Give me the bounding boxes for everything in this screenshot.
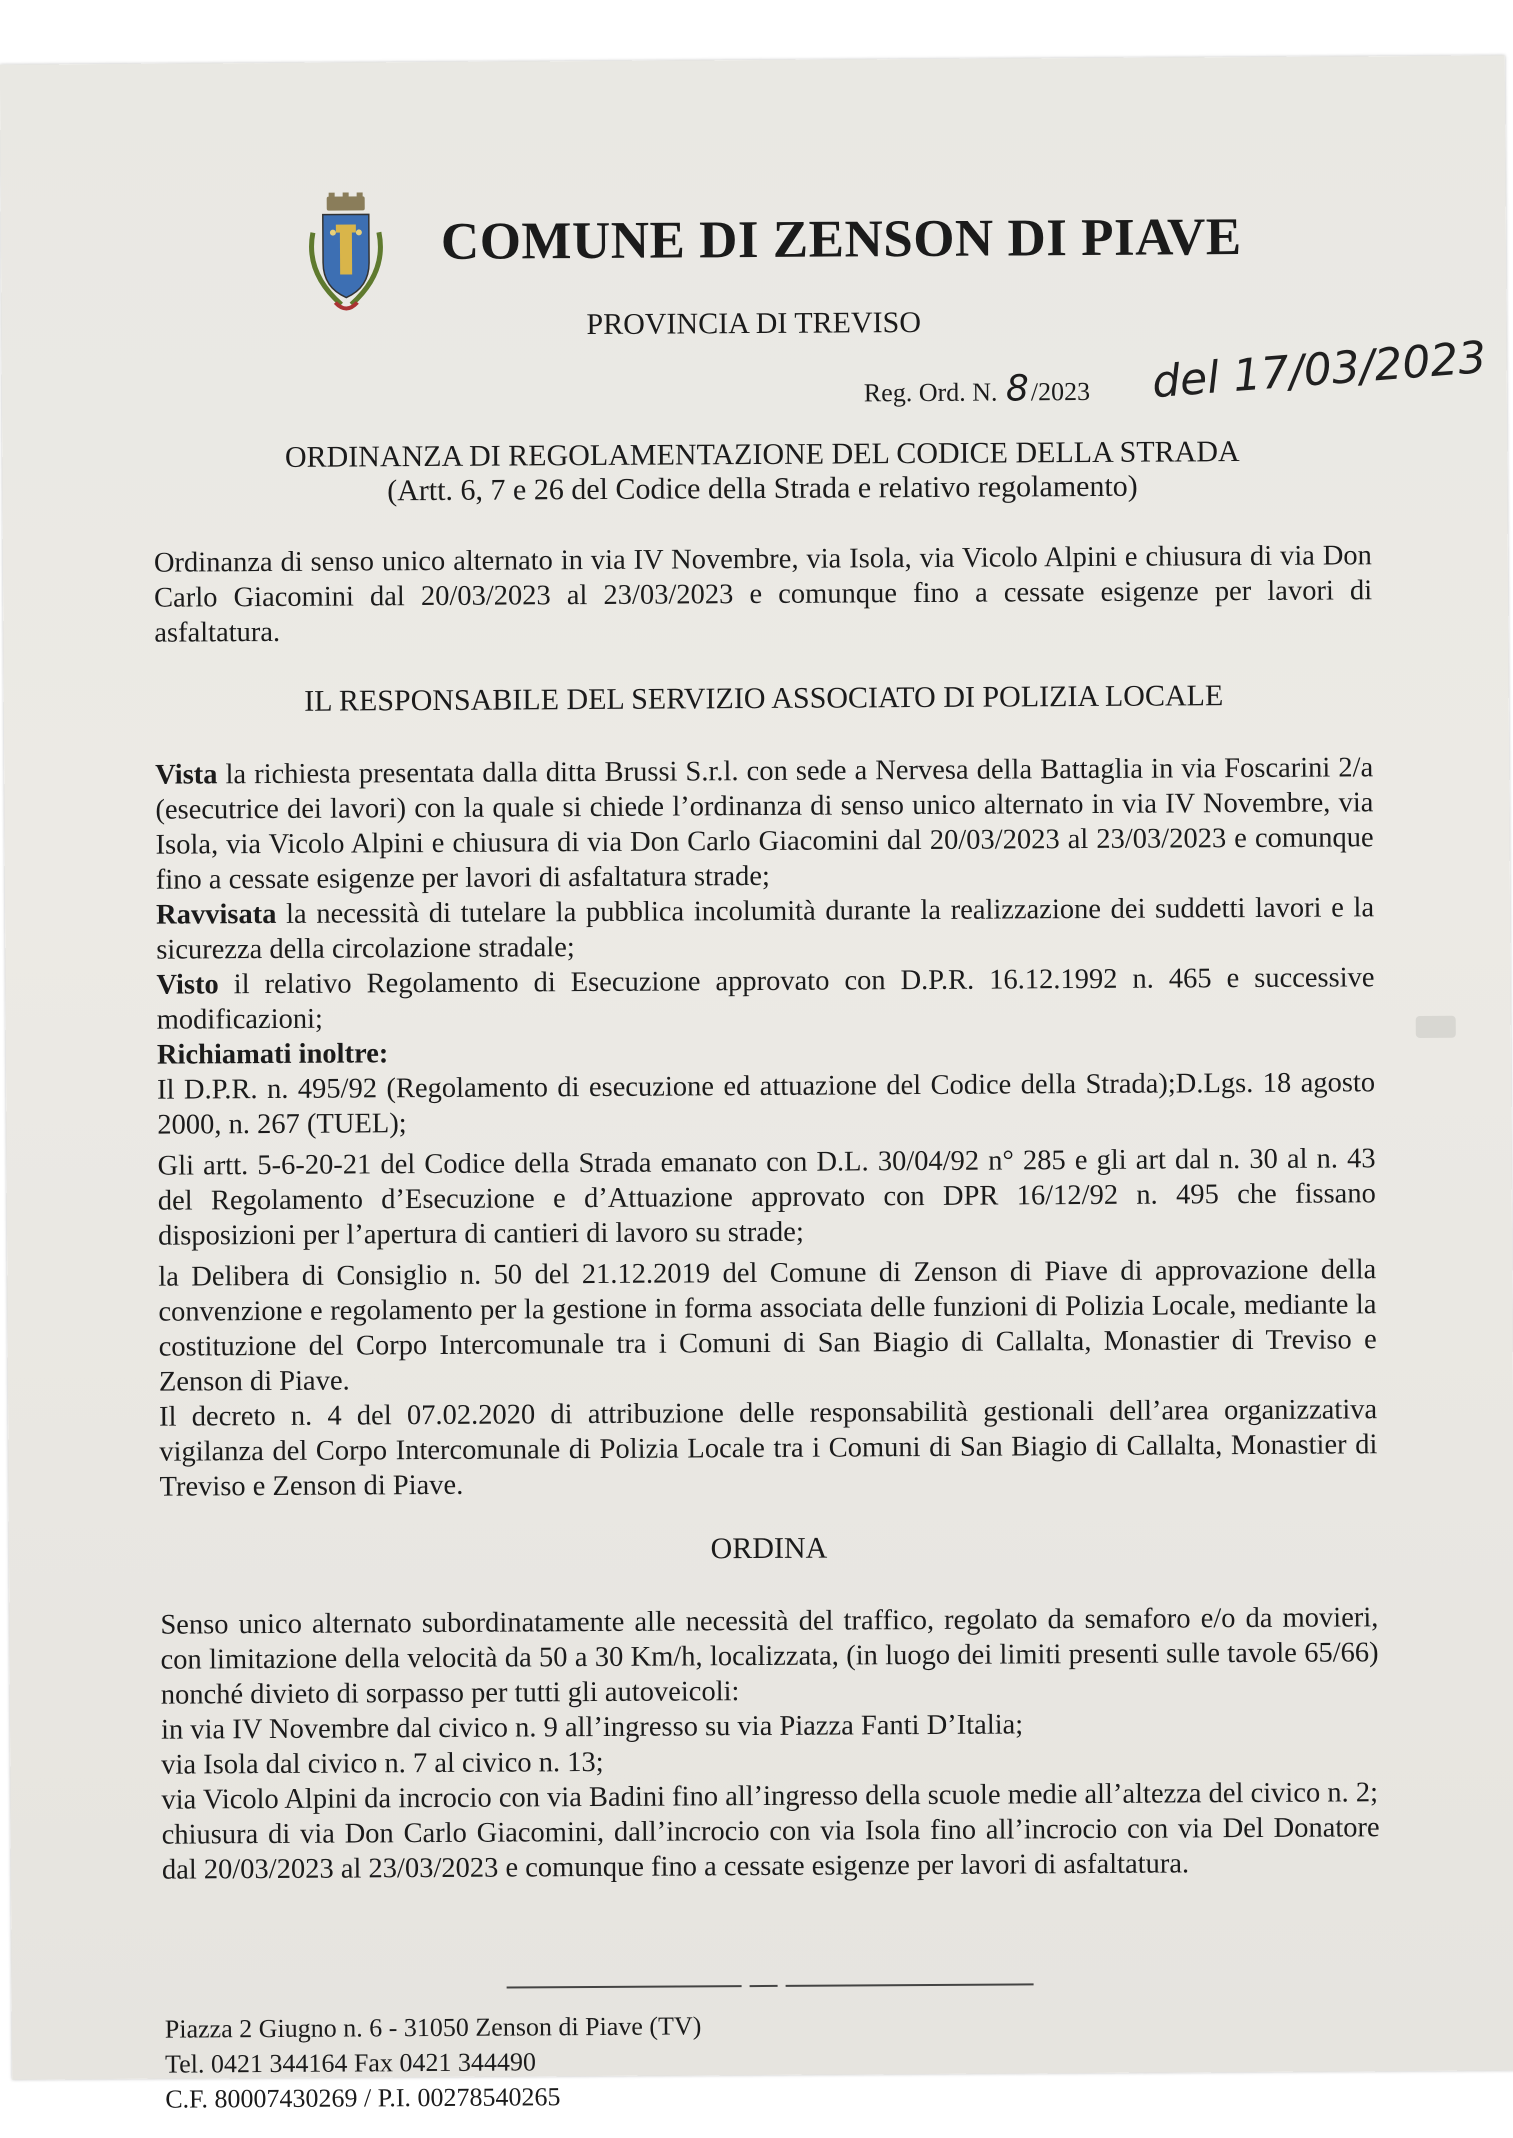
premise-visto-text: il relativo Regolamento di Esecuzione approvato con D.P.R. 16.12.1992 n. 465 e successive modificazioni; <box>156 962 1375 1036</box>
premise-vista-text: la richiesta presentata dalla ditta Brussi S.r.l. con sede a Nervesa della Battaglia in via Foscarini 2/a (esecutrice dei lavori) con la quale si chiede l’ordinanza di senso unico alternato in via IV Novembre, via Isola, via Vicolo Alpini e chiusura di via Don Carlo Giacomini dal 20/03/2023 al 23/03/2023 e comunque fino a cessate esigenze per lavori di asfaltatura strade; <box>155 752 1374 896</box>
orders-section <box>160 1600 1380 1887</box>
order-item: in via IV Novembre dal civico n. 9 all’ingresso su via Piazza Fanti D’Italia; <box>160 1709 1024 1746</box>
footer-divider <box>507 1985 742 1988</box>
premise-vista <box>155 750 1374 897</box>
ordinance-subject <box>154 538 1373 650</box>
registry-prefix: Reg. Ord. N. <box>863 377 998 408</box>
reference-artt: Gli artt. 5-6-20-21 del Codice della Strada emanato con D.L. 30/04/92 n° 285 e gli art dal n. 30 al n. 43 del Regolamento d’Esecuzione e d’Attuazione approvato con DPR 16/12/92 n. 495 che fissano disposizioni per l’apertura di cantieri di lavoro su strade; <box>157 1143 1376 1252</box>
reference-dpr: Il D.P.R. n. 495/92 (Regolamento di esecuzione ed attuazione del Codice della Strada);D.Lgs. 18 agosto 2000, n. 267 (TUEL); <box>157 1067 1376 1141</box>
footer-contacts <box>165 2008 702 2116</box>
footer-divider <box>786 1983 1034 1987</box>
province-label: PROVINCIA DI TREVISO <box>586 305 922 342</box>
registry-year: /2023 <box>1030 376 1091 407</box>
footer-address: Piazza 2 Giugno n. 6 - 31050 Zenson di Piave (TV) <box>164 2011 702 2044</box>
subject-text: Ordinanza di senso unico alternato in via IV Novembre, via Isola, via Vicolo Alpini e chiusura di via Don Carlo Giacomini dal 20/03/2023 al 23/03/2023 e comunque fino a cessate esigenze per lavori di asfaltatura. <box>153 540 1373 649</box>
order-item: via Isola dal civico n. 7 al civico n. 13; <box>161 1746 604 1781</box>
paper-mark <box>1416 1016 1456 1038</box>
premise-visto <box>156 960 1374 1037</box>
footer-divider <box>750 1985 778 1987</box>
ordinance-title <box>272 435 1252 509</box>
responsible-heading: IL RESPONSABILE DEL SERVIZIO ASSOCIATO DI POLIZIA LOCALE <box>304 679 1224 718</box>
premise-richiamati-label: Richiamati inoltre: <box>156 1038 389 1071</box>
ordinance-title-line1: ORDINANZA DI REGOLAMENTAZIONE DEL CODICE DELLA STRADA <box>284 435 1240 474</box>
premise-visto-label: Visto <box>156 969 219 1001</box>
municipality-title: COMUNE DI ZENSON DI PIAVE <box>440 208 1242 271</box>
order-item: chiusura di via Don Carlo Giacomini, dall’incrocio con via Isola fino all’incrocio con via Del Donatore dal 20/03/2023 al 23/03/2023 e comunque fino a cessate esigenze per lavori di asfaltatura. <box>161 1812 1380 1886</box>
document-page <box>0 55 1513 2114</box>
ordina-heading: ORDINA <box>710 1531 828 1566</box>
order-intro: Senso unico alternato subordinatamente alle necessità del traffico, regolato da semaforo e/o da movieri, con limitazione della velocità da 50 a 30 Km/h, localizzata, (in luogo dei limiti presenti sulle tavole 65/66) nonché divieto di sorpasso per tutti gli autoveicoli: <box>160 1602 1379 1711</box>
premise-ravvisata-text: la necessità di tutelare la pubblica incolumità durante la realizzazione dei suddetti lavori e la sicurezza della circolazione stradale; <box>156 892 1375 966</box>
coat-of-arms-icon <box>301 192 392 318</box>
reference-delibera: la Delibera di Consiglio n. 50 del 21.12.2019 del Comune di Zenson di Piave di approvazione della convenzione e regolamento per la gestione in forma associata delle funzioni di Polizia Locale, mediante la costituzione del Corpo Intercomunale tra i Comuni di San Biagio di Callalta, Monastier di Treviso e Zenson di Piave. <box>158 1254 1377 1398</box>
premise-ravvisata <box>156 890 1374 967</box>
premise-vista-label: Vista <box>155 759 218 791</box>
reference-decreto: Il decreto n. 4 del 07.02.2020 di attribuzione delle responsabilità gestionali dell’area organizzativa vigilanza del Corpo Intercomunale di Polizia Locale tra i Comuni di San Biagio di Callalta, Monastier di Treviso e Zenson di Piave. <box>159 1394 1378 1503</box>
ordinance-title-line2: (Artt. 6, 7 e 26 del Codice della Strada e relativo regolamento) <box>387 469 1138 508</box>
order-item: via Vicolo Alpini da incrocio con via Badini fino all’ingresso della scuole medie all’altezza del civico n. 2; <box>161 1777 1379 1816</box>
footer-phone: Tel. 0421 344164 Fax 0421 344490 <box>164 2047 537 2079</box>
registry-handwritten-number: 8 <box>1005 368 1029 410</box>
premise-ravvisata-label: Ravvisata <box>155 898 277 931</box>
registry-number <box>864 368 1090 410</box>
handwritten-date: del 17/03/2023 <box>1150 331 1489 409</box>
footer-tax-codes: C.F. 80007430269 / P.I. 00278540265 <box>165 2082 561 2114</box>
premises-section <box>155 750 1378 1504</box>
